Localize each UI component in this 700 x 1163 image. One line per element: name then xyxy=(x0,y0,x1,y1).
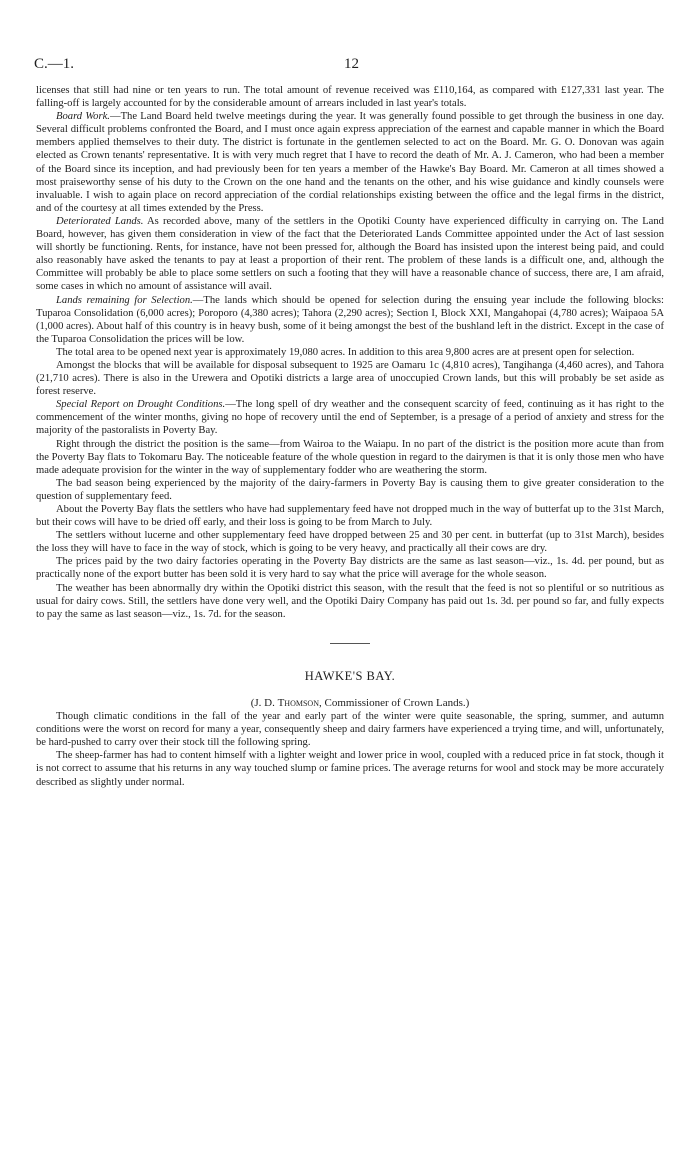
paragraph-lucerne: The settlers without lucerne and other supplementary feed have dropped between 25 and 30 per cent. in butterfat (up to 31st March), besides the loss they will have to face in the way of stock, which is going to be very heavy, and practically all their cows are dry. xyxy=(36,530,664,555)
paragraph-blocks-available: Amongst the blocks that will be available for disposal subsequent to 1925 are Oamaru 1c (4,810 acres), Tangihanga (4,460 acres), and Tahora (21,710 acres). There is also in the Urewera and Opotiki districts a large area of unoccupied Crown lands, but this will probably be set aside as forest reserve. xyxy=(36,359,664,398)
byline-rest: , Commissioner of Crown Lands.) xyxy=(318,696,470,709)
paragraph-sheep-farmer: The sheep-farmer has had to content himself with a lighter weight and lower price in wool, coupled with a reduced price in fat stock, though it is not correct to assume that his returns in any way touched slump or famine prices. The average returns for wool and stock may be more accurately described as slightly under normal. xyxy=(36,750,664,788)
paragraph-opotiki-weather: The weather has been abnormally dry within the Opotiki district this season, with the result that the feed is not so plentiful or so nutritious as usual for dairy cows. Still, the settlers have done very well, and the Opotiki Dairy Company has paid out 1s. 3d. per pound so far, and fully expects to pay the same as last season—viz., 1s. 7d. for the season. xyxy=(36,582,664,620)
heading-drought-report: Special Report on Drought Conditions. xyxy=(56,399,226,411)
section-title-hawkes-bay: HAWKE'S BAY. xyxy=(304,668,396,683)
paragraph-drought-report xyxy=(36,398,664,437)
paragraph-bad-season: The bad season being experienced by the majority of the dairy-farmers in Poverty Bay is causing them to give greater consideration to the question of supplementary feed. xyxy=(36,477,664,502)
section-byline xyxy=(36,697,664,710)
byline-name: Thomson xyxy=(277,696,319,709)
paragraph-revenue: licenses that still had nine or ten years to run. The total amount of revenue received was £110,164, as compared with £127,331 last year. The falling-off is largely accounted for by the considerable amount of arrears included in last year's totals. xyxy=(36,85,664,110)
page-header xyxy=(34,56,666,78)
paragraph-board-work xyxy=(36,110,664,215)
text-lands-remaining: —The lands which should be opened for selection during the ensuing year include the following blocks: Tuparoa Consolidation (6,000 acres); Poroporo (4,380 acres); Tahora (2,290 acres); Section I, Block XXI, Mangahopai (4,780 acres); Waipaoa 5A (1,000 acres). About half of this country is in heavy bush, some of it being amongst the best of the bushland left in the district. Except in the case of the Tuparoa Consolidation the prices will be low. xyxy=(36,294,664,345)
document-body xyxy=(36,84,664,789)
heading-lands-remaining: Lands remaining for Selection. xyxy=(56,294,193,306)
heading-board-work: Board Work. xyxy=(56,111,110,123)
text-board-work: —The Land Board held twelve meetings during the year. It was generally found possible to get through the business in one day. Several difficult problems confronted the Board, and I must once again express appreciation of the earnest and capable manner in which the Board members applied themselves to their duty. The district is fortunate in the gentlemen selected to act on the Board. Mr. G. O. Donovan was again elected as Crown tenants' representative. It is with very much regret that I have to record the death of Mr. A. J. Cameron, who had been a member of the Board since its inception, and had previously been for ten years a member of the Hawke's Bay Board. Mr. Cameron at all times showed a most praiseworthy sense of his duty to the Crown on the one hand and the tenants on the other, and his wise guidance and kindly counsels were invaluable. I wish to again place on record appreciation of the cordial relationships existing between the office and the legal firms in the district, and of the courtesy at all times extended by the Press. xyxy=(36,111,664,214)
text-deteriorated-lands: As recorded above, many of the settlers in the Opotiki County have experienced difficulty in carrying on. The Land Board, however, has given them consideration in view of the fact that the Deteriorated Lands Committee appointed under the Act of last session will shortly be functioning. Rents, for instance, have not been pressed for, although the Board has insisted upon the interest being paid, and could also reasonably have asked the tenants to pay at least a proportion of their rent. The problem of these lands is a difficult one, and, although the Committee will probably be able to place some settlers on such a footing that they will have a reasonable chance of success, there are, I am afraid, some cases in which no amount of assistance will avail. xyxy=(36,215,664,293)
paragraph-deteriorated-lands xyxy=(36,215,664,294)
paragraph-poverty-bay-flats: About the Poverty Bay flats the settlers who have had supplementary feed have not dropped much in the way of butterfat up to the 31st March, but their cows will have to be dried off early, and their loss is going to be from March to July. xyxy=(36,504,664,529)
paragraph-prices: The prices paid by the two dairy factories operating in the Poverty Bay districts are the same as last season—viz., 1s. 4d. per pound, but as practically none of the export butter has been sold it is very hard to say what the price will average for the whole season. xyxy=(36,556,664,581)
paragraph-climatic-conditions: Though climatic conditions in the fall of the year and early part of the winter were quite seasonable, the spring, summer, and autumn conditions were the worst on record for many a year, consequently sheep and dairy farmers have experienced a trying time, and will, unfortunately, be hard-pushed to carry over their stock till the following spring. xyxy=(36,711,664,749)
text-drought-report: —The long spell of dry weather and the consequent scarcity of feed, continuing as it has right to the commencement of the winter months, giving no hope of recovery until the end of September, is a presage of a period of anxiety and stress for the majority of the pastoralists in Poverty Bay. xyxy=(36,399,665,437)
heading-deteriorated-lands: Deteriorated Lands. xyxy=(56,215,144,227)
page-number: 12 xyxy=(344,56,359,72)
document-reference: C.—1. xyxy=(34,56,75,72)
byline-open: (J. D. xyxy=(250,696,278,709)
paragraph-district-position: Right through the district the position is the same—from Wairoa to the Waiapu. In no part of the district is the position more acute than from the Poverty Bay flats to Tokomaru Bay. The noticeable feature of the whole question in regard to the dairymen is that it is only those men who have made adequate provision for the winter in the way of supplementary fodder who are weathering the storm. xyxy=(36,438,664,476)
paragraph-lands-remaining xyxy=(36,294,664,346)
section-divider xyxy=(330,643,370,644)
paragraph-total-area: The total area to be opened next year is approximately 19,080 acres. In addition to this area 9,800 acres are at present open for selection. xyxy=(56,346,635,358)
